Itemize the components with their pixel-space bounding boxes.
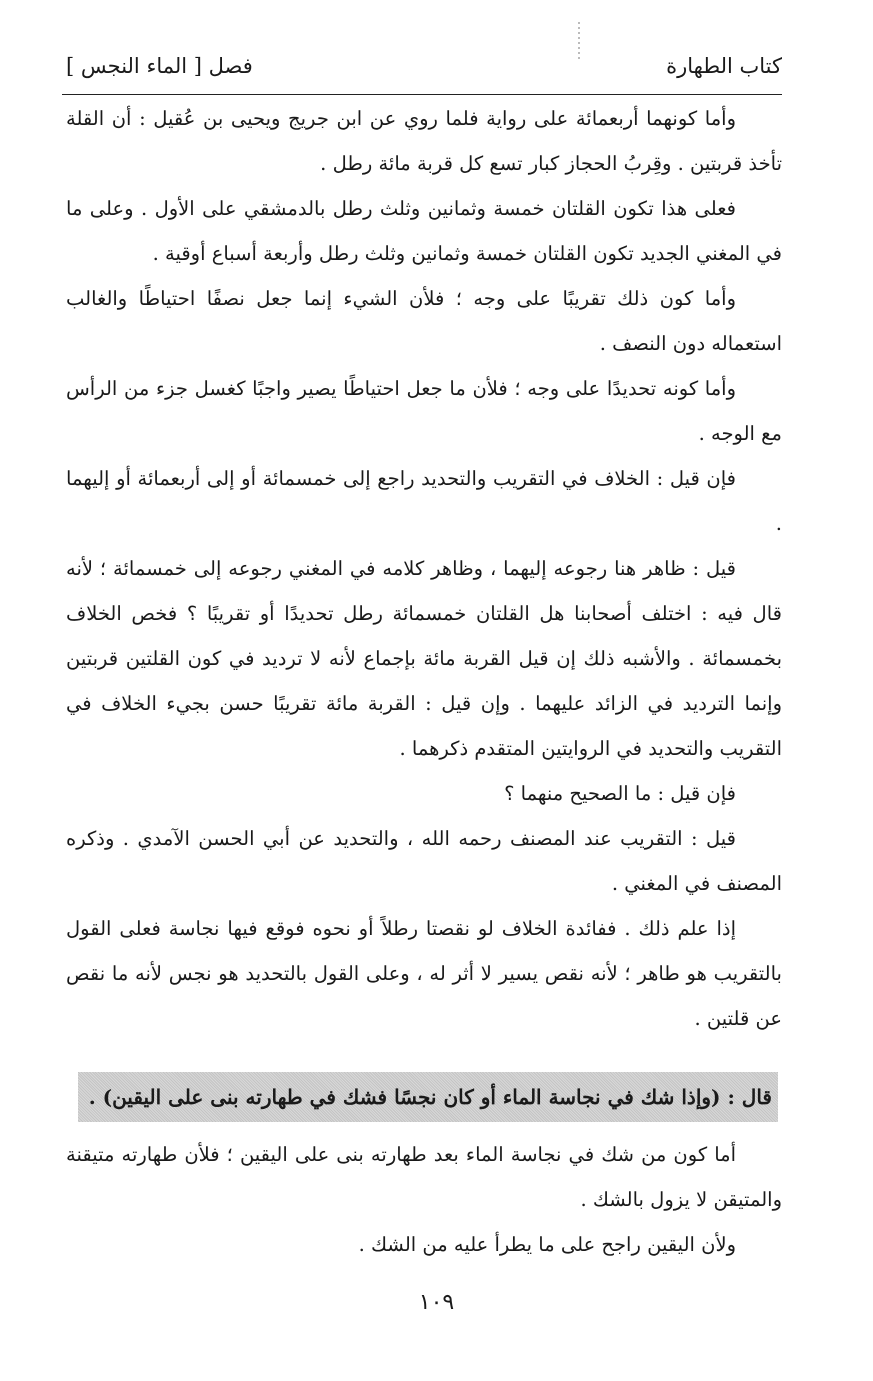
paragraph: ولأن اليقين راجح على ما يطرأ عليه من الشك .	[358, 1233, 736, 1256]
paragraph: فإن قيل : الخلاف في التقريب والتحديد راجع إلى خمسمائة أو إلى أربعمائة أو إليهما .	[66, 467, 782, 535]
book-title: كتاب الطهارة	[666, 54, 782, 78]
matn-quote: قال : (وإذا شك في نجاسة الماء أو كان نجسًا فشك في طهارته بنى على اليقين) .	[78, 1072, 778, 1122]
paragraph: قيل : التقريب عند المصنف رحمه الله ، والتحديد عن أبي الحسن الآمدي . وذكره المصنف في المغني .	[66, 827, 782, 895]
main-text-continued	[66, 1132, 782, 1267]
paragraph: وأما كونهما أربعمائة على رواية فلما روي عن ابن جريج ويحيى بن عُقيل : أن القلة تأخذ قربتين . وقِربُ الحجاز كبار تسع كل قربة مائة رطل .	[66, 107, 782, 175]
paragraph: فعلى هذا تكون القلتان خمسة وثمانين وثلث رطل بالدمشقي على الأول . وعلى ما في المغني الجديد تكون القلتان خمسة وثمانين وثلث رطل وأربعة أسباع أوقية .	[66, 197, 782, 265]
paragraph: فإن قيل : ما الصحيح منهما ؟	[504, 782, 736, 805]
main-text	[66, 96, 782, 1041]
paragraph: أما كون من شك في نجاسة الماء بعد طهارته بنى على اليقين ؛ فلأن طهارته متيقنة والمتيقن لا يزول بالشك .	[66, 1143, 782, 1211]
paragraph: قيل : ظاهر هنا رجوعه إليهما ، وظاهر كلامه في المغني رجوعه إلى خمسمائة ؛ لأنه قال فيه : اختلف أصحابنا هل القلتان خمسمائة رطل تحديدًا أو تقريبًا ؟ فخص الخلاف بخمسمائة . والأشبه ذلك إن قيل القربة مائة بإجماع لأنه لا ترديد في كون القلتين قربتين وإنما الترديد في الزائد عليهما . وإن قيل : القربة مائة تقريبًا حسن بجيء الخلاف في التقريب والتحديد في الروايتين المتقدم ذكرهما .	[66, 557, 782, 760]
paragraph: وأما كونه تحديدًا على وجه ؛ فلأن ما جعل احتياطًا يصير واجبًا كغسل جزء من الرأس مع الوجه .	[66, 377, 782, 445]
paragraph: وأما كون ذلك تقريبًا على وجه ؛ فلأن الشيء إنما جعل نصفًا احتياطًا والغالب استعماله دون النصف .	[66, 287, 782, 355]
section-title: فصل [ الماء النجس ]	[66, 54, 253, 78]
running-header	[62, 48, 782, 95]
paragraph: إذا علم ذلك . ففائدة الخلاف لو نقصتا رطلاً أو نحوه فوقع فيها نجاسة فعلى القول بالتقريب هو طاهر ؛ لأنه نقص يسير لا أثر له ، وعلى القول بالتحديد هو نجس لأنه ما نقص عن قلتين .	[66, 917, 782, 1030]
page-number: ١٠٩	[418, 1290, 455, 1315]
